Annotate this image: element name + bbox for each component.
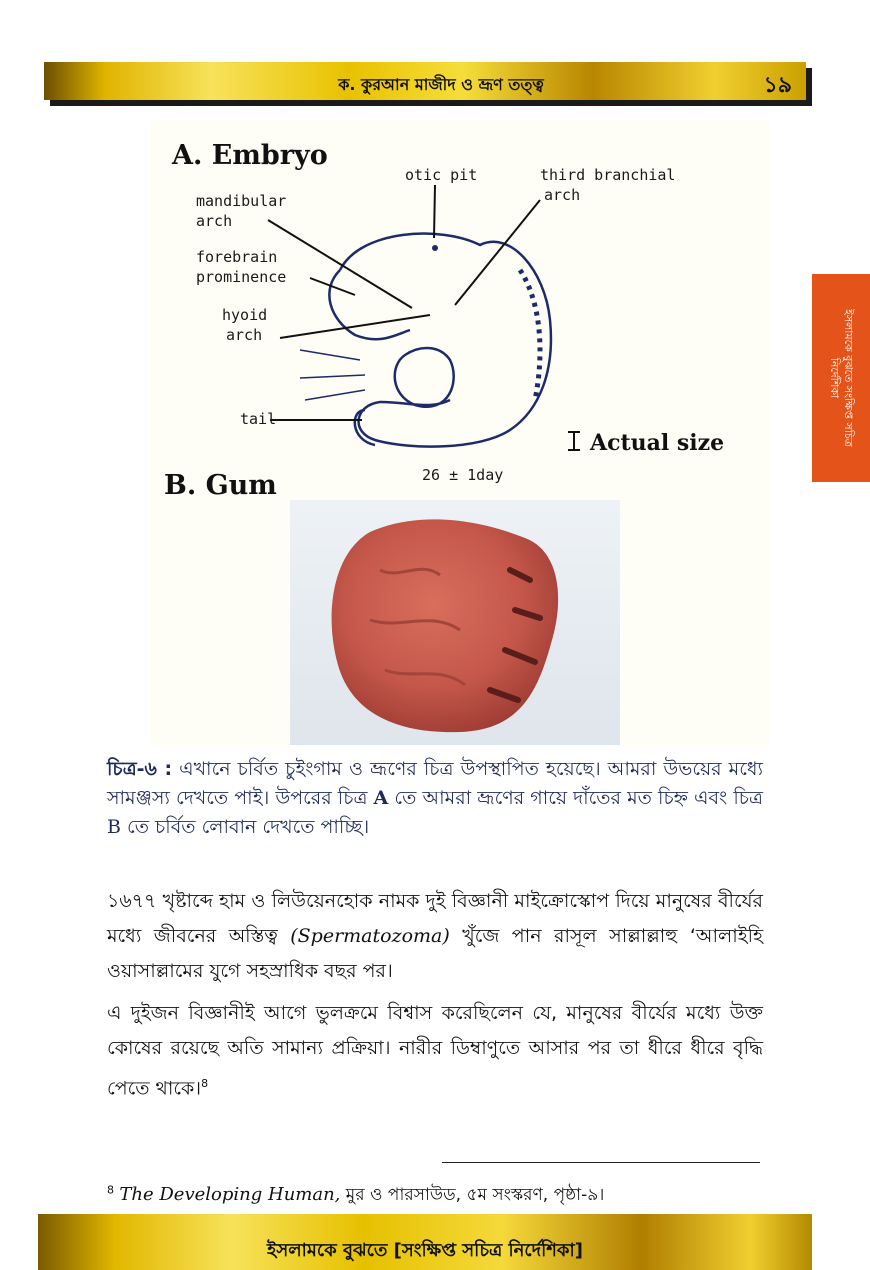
figure-caption: [107, 755, 763, 842]
side-tab: [812, 274, 870, 482]
side-tab-text: [827, 309, 855, 447]
footnote-ref[interactable]: 8: [201, 1077, 209, 1090]
label-forebrain: forebrain: [196, 248, 278, 266]
caption-letter-a: A: [373, 787, 389, 809]
page-number: ১৯: [763, 73, 792, 98]
label-mandibular-2: arch: [196, 212, 233, 230]
paragraph-belief: [107, 996, 763, 1106]
side-tab-line-1: ইসলামকে বুঝতে সংক্ষিপ্ত সচিত্র: [842, 309, 855, 447]
gum-photo: [290, 500, 620, 745]
heading-embryo: A. Embryo: [172, 140, 328, 171]
caption-text-1: এখানে চর্বিত চুইংগাম ও ভ্রূণের চিত্র উপস্থাপিত হয়েছে। আমরা উভয়ের মধ্যে সামঞ্জস্য দেখতে পাই। উপরের চিত্র: [107, 758, 763, 809]
leader-otic-pit: [434, 185, 435, 238]
footnote-rule: [442, 1162, 760, 1163]
footnote-book: The Developing Human,: [119, 1184, 341, 1205]
para2-text-1: ১৬৭৭ খৃষ্টাব্দে হাম ও লিউয়েনহোক নামক দুই বিজ্ঞানী মাইক্রোস্কোপ দিয়ে মানুষের বীর্যের মধ্যে জীবনের অস্তিত্ব: [107, 890, 763, 947]
footnote: [107, 1182, 604, 1210]
chapter-title: ক. কুরআন মাজীদ ও ভ্রূণ তত্ত্ব: [338, 75, 544, 94]
heading-gum: B. Gum: [164, 470, 277, 501]
label-hyoid: hyoid: [222, 306, 268, 324]
caption-text-3: তে চর্বিত লোবান দেখতে পাচ্ছি।: [120, 816, 370, 838]
limb-buds: [300, 350, 365, 400]
para2-term: (Spermatozoma): [290, 925, 450, 947]
side-tab-line-2: নির্দেশিকা: [828, 357, 841, 399]
paragraph-leeuwenhoek: [107, 884, 763, 989]
gum-shape: [332, 519, 559, 732]
otic-pit-dot: [432, 245, 438, 251]
label-third-branchial: third branchial: [540, 166, 676, 184]
leader-mandibular: [268, 220, 412, 308]
book-title: ইসলামকে বুঝতে [সংক্ষিপ্ত সচিত্র নির্দেশিকা]: [267, 1240, 583, 1261]
caption-text-2: তে আমরা ভ্রূণের গায়ে দাঁতের মত চিহ্ন এবং চিত্র: [388, 787, 763, 809]
caption-label: চিত্র-৬ :: [107, 758, 173, 780]
header-band: [44, 62, 810, 104]
para2-text-2: খুঁজে পান রাসূল সাল্লাল্লাহু ‘আলাইহি ওয়াসাল্লামের যুগে সহস্রাধিক বছর পর।: [107, 925, 764, 982]
footer-band: [38, 1214, 812, 1270]
somites: [520, 270, 540, 400]
label-otic-pit: otic pit: [405, 166, 478, 184]
label-age: 26 ± 1day: [422, 466, 504, 484]
label-mandibular: mandibular: [196, 192, 287, 210]
footnote-rest: মুর ও পারসাউড, ৫ম সংস্করণ, পৃষ্ঠা-৯।: [340, 1185, 605, 1205]
para3-text: এ দুইজন বিজ্ঞানীই আগে ভুলক্রমে বিশ্বাস করেছিলেন যে, মানুষের বীর্যের মধ্যে উক্ত কোষের রয়েছে অতি সামান্য প্রক্রিয়া। নারীর ডিম্বাণুতে আসার পর তা ধীরে ধীরে বৃদ্ধি পেতে থাকে।: [107, 1002, 763, 1100]
caption-letter-b: B: [107, 816, 121, 838]
footnote-marker: 8: [107, 1183, 114, 1197]
label-third-branchial-2: arch: [544, 186, 581, 204]
heart-bulge: [395, 348, 454, 407]
label-tail: tail: [240, 410, 277, 428]
label-forebrain-2: prominence: [196, 268, 287, 286]
label-actual-size: Actual size: [590, 430, 725, 456]
chewed-gum-image: [290, 500, 620, 745]
label-hyoid-2: arch: [226, 326, 263, 344]
figure-6: [150, 120, 770, 745]
